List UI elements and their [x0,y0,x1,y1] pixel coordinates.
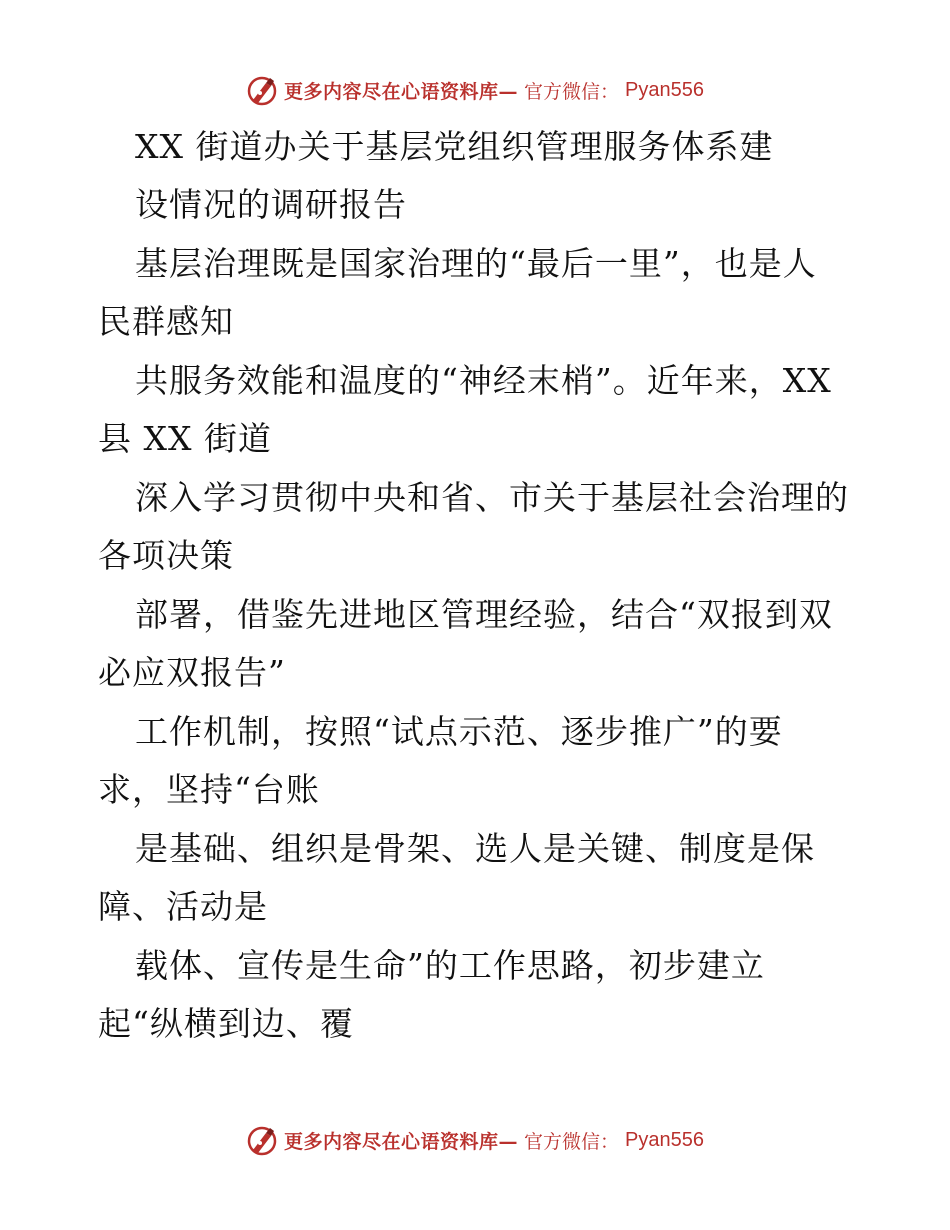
banner-wechat-id: Pyan556 [625,1128,704,1151]
paragraph-line: 是基础、组织是骨架、选人是关键、制度是保 [135,829,815,868]
title-line-1: XX 街道办关于基层党组织管理服务体系建 [135,127,774,166]
paragraph-line: 障、活动是 [98,887,268,926]
banner-wechat-id: Pyan556 [625,78,704,101]
paragraph-line: 起“纵横到边、覆 [98,1004,354,1043]
paragraph-line: 基层治理既是国家治理的“最后一里”，也是人 [135,244,817,283]
banner-text: 更多内容尽在心语资料库— [284,80,519,103]
paragraph-line: 县 XX 街道 [98,419,272,458]
pen-logo-icon [246,1124,278,1156]
banner-text: 更多内容尽在心语资料库— [284,1130,519,1153]
title-line-2: 设情况的调研报告 [135,185,407,224]
header-banner [0,70,950,110]
paragraph-line: 深入学习贯彻中央和省、市关于基层社会治理的 [135,478,849,517]
paragraph-line: 共服务效能和温度的“神经末梢”。近年来，XX [135,361,832,400]
paragraph-line: 载体、宣传是生命”的工作思路，初步建立 [135,946,765,985]
paragraph-line: 部署，借鉴先进地区管理经验，结合“双报到双 [135,595,833,634]
paragraph-line: 各项决策 [98,536,234,575]
paragraph-line: 求，坚持“台账 [98,770,320,809]
paragraph-line: 工作机制，按照“试点示范、逐步推广”的要 [135,712,783,751]
banner-wechat-label: 官方微信： [524,80,620,103]
pen-logo-icon [246,74,278,106]
paragraph-line: 民群感知 [98,302,234,341]
banner-wechat-label: 官方微信： [524,1130,620,1153]
paragraph-line: 必应双报告” [98,653,286,692]
footer-banner [0,1120,950,1160]
